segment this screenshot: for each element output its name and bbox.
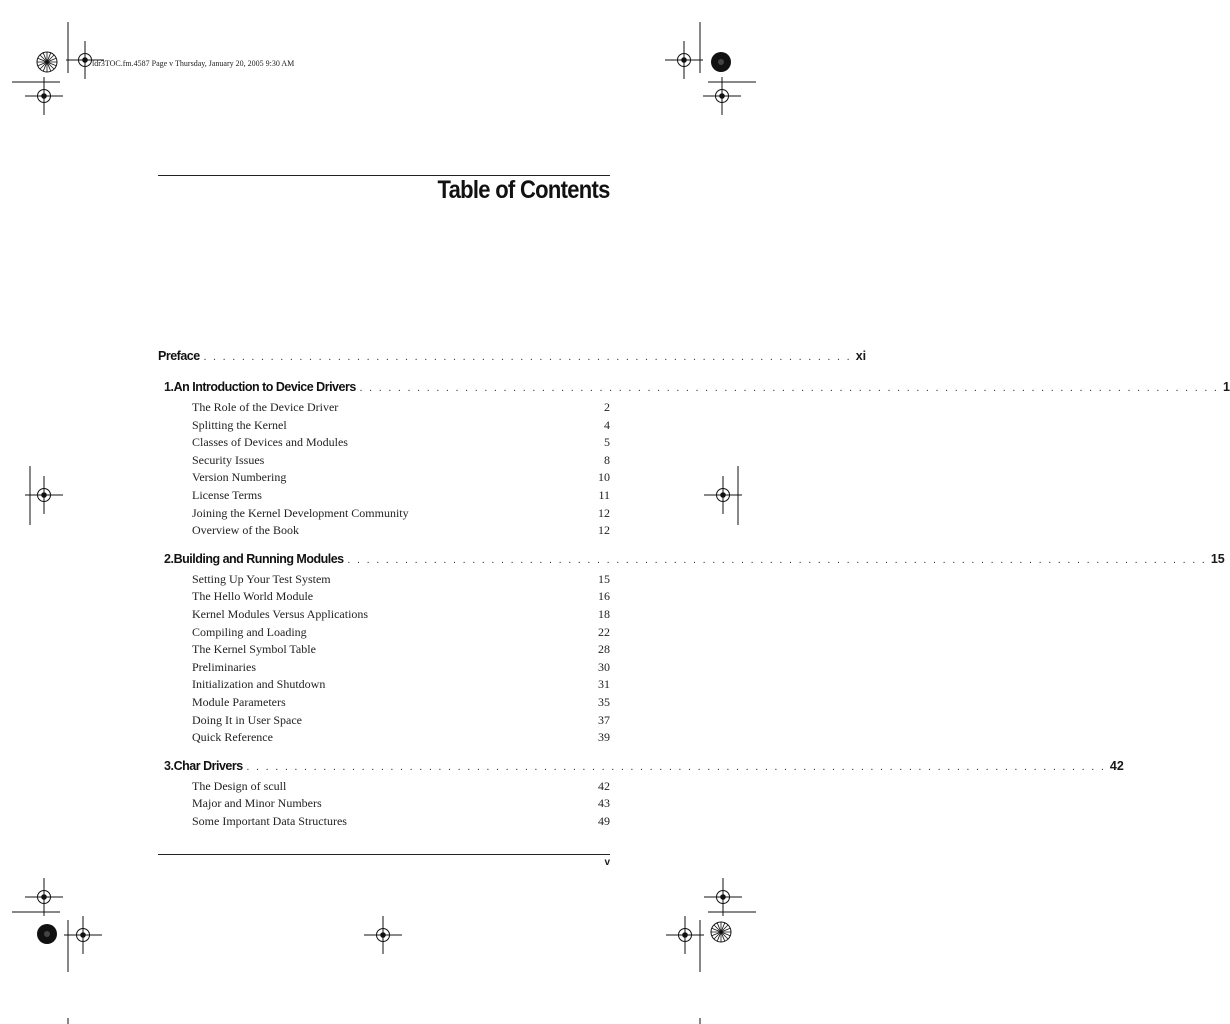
section-page: 12 bbox=[598, 523, 610, 538]
registration-mark-bottom-center bbox=[364, 916, 402, 954]
section-page: 35 bbox=[598, 694, 610, 709]
chapter-number: 2. bbox=[164, 551, 174, 566]
chapter-number: 1. bbox=[164, 380, 174, 394]
section-page: 12 bbox=[598, 505, 610, 520]
chapter-page: 15 bbox=[1210, 551, 1225, 566]
section-title: Doing It in User Space bbox=[192, 712, 302, 727]
toc-entry-section[interactable] bbox=[158, 778, 610, 796]
section-page: 22 bbox=[598, 624, 610, 639]
toc-entry-section[interactable] bbox=[158, 729, 610, 747]
section-page: 16 bbox=[598, 589, 610, 604]
section-page: 2 bbox=[604, 400, 610, 414]
chapter-number: 3. bbox=[164, 758, 174, 773]
section-page: 11 bbox=[598, 487, 610, 502]
registration-mark-bottom-right-b bbox=[666, 916, 704, 954]
section-page: 15 bbox=[598, 571, 610, 586]
toc-entry-chapter[interactable] bbox=[158, 548, 1225, 571]
chapter-title: Building and Running Modules bbox=[173, 551, 344, 566]
dot-leader: . . . . . . . . . . . . . . . . . . . . . . . . . . . . . . . . . . . . . . . . . . . . . . . . . . . . . . . . . . . . . . . . . . . . bbox=[203, 352, 852, 363]
starwheel-bottom-right bbox=[711, 922, 731, 942]
toc-entry-section[interactable] bbox=[158, 606, 610, 624]
page-title: Table of Contents bbox=[437, 176, 610, 204]
section-page: 4 bbox=[604, 417, 610, 432]
dot-leader: . . . . . . . . . . . . . . . . . . . . . . . . . . . . . . . . . . . . . . . . . . . . . . . . . . . . . . . . . . . . . . . . . . . . . . . . . . . . . . . . . . . . . . . . . . bbox=[359, 383, 1219, 394]
chapter-list bbox=[158, 376, 1230, 830]
running-header: ldr3TOC.fm.4587 Page v Thursday, January 20, 2005 9:30 AM bbox=[92, 59, 295, 68]
section-title: Major and Minor Numbers bbox=[192, 796, 322, 811]
page-folio: v bbox=[604, 857, 610, 868]
section-page: 43 bbox=[598, 796, 610, 811]
section-title: Classes of Devices and Modules bbox=[192, 435, 348, 450]
toc-entry-section[interactable] bbox=[158, 469, 610, 487]
section-title: Some Important Data Structures bbox=[192, 813, 347, 828]
section-title: Setting Up Your Test System bbox=[192, 571, 331, 586]
dot-leader: . . . . . . . . . . . . . . . . . . . . . . . . . . . . . . . . . . . . . . . . . . . . . . . . . . . . . . . . . . . . . . . . . . . . . . . . . . . . . . . . . . . . . . . . . . bbox=[347, 554, 1207, 566]
section-title: The Design of scull bbox=[192, 778, 287, 793]
chapter-title: Char Drivers bbox=[173, 758, 243, 773]
toc-entry-chapter[interactable] bbox=[158, 376, 1230, 399]
section-page: 42 bbox=[598, 778, 610, 793]
toc-entry-section[interactable] bbox=[158, 712, 610, 730]
footer-rule bbox=[158, 854, 610, 855]
starwheel-top-left bbox=[37, 52, 57, 72]
toc-entry-section[interactable] bbox=[158, 487, 610, 505]
registration-mark-bottom-right-a bbox=[704, 878, 742, 916]
section-title: The Role of the Device Driver bbox=[192, 400, 339, 414]
section-page: 18 bbox=[598, 606, 610, 621]
preface-page: xi bbox=[855, 349, 867, 363]
section-title: Kernel Modules Versus Applications bbox=[192, 606, 369, 621]
chapter-page: 42 bbox=[1109, 758, 1124, 773]
registration-mark-top-right-a bbox=[665, 41, 703, 79]
section-page: 37 bbox=[598, 712, 610, 727]
registration-mark-bottom-left-a bbox=[25, 878, 63, 916]
section-page: 31 bbox=[598, 677, 610, 692]
section-title: Joining the Kernel Development Community bbox=[192, 505, 409, 520]
toc-entry-section[interactable] bbox=[158, 795, 610, 813]
toc-entry-section[interactable] bbox=[158, 694, 610, 712]
toc-entry-section[interactable] bbox=[158, 624, 610, 642]
section-page: 5 bbox=[604, 435, 610, 450]
toc-entry-preface[interactable] bbox=[158, 345, 867, 368]
chapter-page: 1 bbox=[1222, 380, 1230, 394]
section-page: 10 bbox=[598, 470, 610, 485]
section-title: Security Issues bbox=[192, 452, 265, 467]
dot-leader: . . . . . . . . . . . . . . . . . . . . . . . . . . . . . . . . . . . . . . . . . . . . . . . . . . . . . . . . . . . . . . . . . . . . . . . . . . . . . . . . . . . . . . . . . . bbox=[246, 761, 1106, 773]
section-title: License Terms bbox=[192, 487, 262, 502]
section-page: 39 bbox=[598, 730, 610, 745]
black-wheel-top-right bbox=[711, 52, 731, 72]
section-title: Compiling and Loading bbox=[192, 624, 307, 639]
section-title: Preliminaries bbox=[192, 659, 256, 674]
section-title: The Hello World Module bbox=[192, 589, 314, 604]
toc-entry-section[interactable] bbox=[158, 641, 610, 659]
toc-entry-section[interactable] bbox=[158, 434, 610, 452]
toc-entry-chapter[interactable] bbox=[158, 755, 1124, 778]
toc-entry-section[interactable] bbox=[158, 813, 610, 831]
section-page: 30 bbox=[598, 659, 610, 674]
toc-entry-section[interactable] bbox=[158, 399, 610, 417]
table-of-contents bbox=[158, 345, 1230, 830]
section-title: Version Numbering bbox=[192, 470, 287, 485]
toc-entry-section[interactable] bbox=[158, 676, 610, 694]
toc-entry-section[interactable] bbox=[158, 588, 610, 606]
black-wheel-bottom-left bbox=[37, 924, 57, 944]
section-title: Overview of the Book bbox=[192, 523, 299, 538]
registration-mark-mid-left bbox=[25, 476, 63, 514]
section-title: Quick Reference bbox=[192, 730, 273, 745]
toc-entry-section[interactable] bbox=[158, 522, 610, 540]
section-title: The Kernel Symbol Table bbox=[192, 642, 316, 657]
toc-entry-section[interactable] bbox=[158, 452, 610, 470]
section-title: Splitting the Kernel bbox=[192, 417, 287, 432]
registration-mark-bottom-left-b bbox=[64, 916, 102, 954]
registration-mark-top-right-b bbox=[703, 77, 741, 115]
section-title: Initialization and Shutdown bbox=[192, 677, 326, 692]
section-page: 8 bbox=[604, 452, 610, 467]
section-title: Module Parameters bbox=[192, 694, 286, 709]
chapter-title: An Introduction to Device Drivers bbox=[173, 380, 356, 394]
toc-entry-section[interactable] bbox=[158, 417, 610, 435]
section-page: 28 bbox=[598, 642, 610, 657]
section-page: 49 bbox=[598, 813, 610, 828]
preface-label: Preface bbox=[158, 349, 200, 363]
toc-entry-section[interactable] bbox=[158, 571, 610, 589]
registration-mark-mid-right bbox=[704, 476, 742, 514]
toc-entry-section[interactable] bbox=[158, 505, 610, 523]
registration-mark-top-left-b bbox=[25, 77, 63, 115]
toc-entry-section[interactable] bbox=[158, 659, 610, 677]
